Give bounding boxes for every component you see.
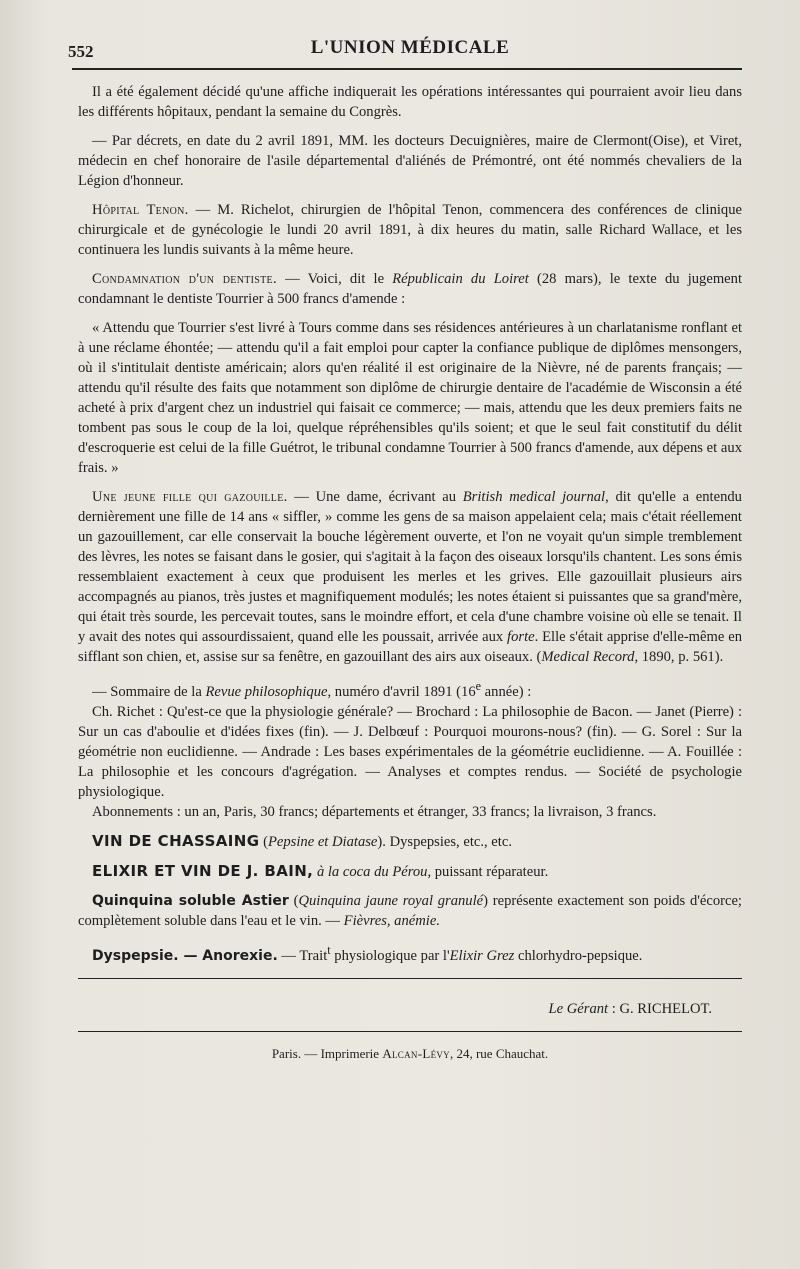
gerant-signature xyxy=(78,999,742,1019)
gerant-label: Le Gérant xyxy=(548,1000,609,1017)
section-heading-condamnation: Condamnation d'un dentiste. xyxy=(92,271,277,287)
advert-text: . Dyspepsies, etc., etc. xyxy=(382,833,512,850)
paragraph-abonnements: Abonnements : un an, Paris, 30 francs; départements et étranger, 33 francs; la livraison, 3 francs. xyxy=(92,803,657,820)
advert-italic: Quinquina jaune royal granulé xyxy=(298,892,484,909)
paragraph-text: , 1890, p. 561). xyxy=(634,649,724,665)
footer-rule-bottom xyxy=(78,1031,742,1032)
paragraph-text: — Voici, dit le xyxy=(276,271,393,287)
paragraph-hopital-tenon xyxy=(78,200,742,260)
printer-imprint xyxy=(78,1044,742,1064)
paragraph-decrets: — Par décrets, en date du 2 avril 1891, MM. les docteurs Decuignières, maire de Clermont(Oise), et Viret, médecin en chef honoraire de l'asile départemental d'aliénés de Prémontré, ont été nommés chevaliers de la Légion d'honneur. xyxy=(78,133,742,189)
paragraph-text: . Elle s'était apprise d'elle-même en sifflant son chien, et, assise sur sa fenêtre, en gazouillant des airs aux oiseaux. ( xyxy=(78,629,742,665)
paragraph-text: , numéro d'avril 1891 (16 xyxy=(327,683,476,700)
italic-word: forte xyxy=(507,629,535,645)
paragraph-text: — Sommaire de la xyxy=(92,683,206,700)
journal-name: Revue philosophique xyxy=(205,683,328,700)
superscript: t xyxy=(327,942,331,957)
header-rule xyxy=(72,68,742,70)
footer-rule-top xyxy=(78,978,742,979)
advert-name: Quinquina soluble Astier xyxy=(92,892,289,909)
page-number: 552 xyxy=(68,42,94,61)
section-heading-hopital-tenon: Hôpital Tenon. xyxy=(92,202,189,218)
printer-name: Alcan-Lévy xyxy=(382,1045,450,1061)
paragraph-jugement: « Attendu que Tourrier s'est livré à Tours comme dans ses résidences antérieures à un charlatanisme ronflant et à une réclame éhontée; — attendu qu'il a fait emploi pour capter la confiance publique de diplômes mensongers, où il s'intitulait dentiste américain; alors qu'en réalité il est originaire de la Nièvre, né de parents français; — attendu qu'il résulte des faits que notamment son diplôme de chirurgie dentaire de l'académie de Wisconsin a été acheté à prix d'argent chez un industriel qui faisait ce commerce; — mais, attendu que les deux premiers faits ne tombent pas sous le coup de la loi, quelque répréhensibles qu'ils soient; et que le seul fait constitutif du délit d'escroquerie est celui de la fille Guétrot, le tribunal condamne Tourrier à 500 francs d'amende, aux dépens et aux frais. » xyxy=(78,320,742,476)
gerant-name: : G. RICHELOT. xyxy=(608,1000,712,1017)
advert-elixir-bain xyxy=(78,861,742,882)
paragraph-text: — M. Richelot, chirurgien de l'hôpital Tenon, commencera des conférences de clinique chirurgicale et de gynécologie le lundi 20 avril 1891, à dix heures du matin, salle Richard Wallace, et les continuera les lundis suivants à la même heure. xyxy=(78,202,742,258)
paragraph-text: , dit qu'elle a entendu dernièrement une fille de 14 ans « siffler, » comme les gens de sa maison appelaient cela; mais c'était réellement un gazouillement, car elle conservait la bouche légèrement ouverte, et l'on ne voyait qu'un simple tremblement des lèvres, les notes se faisant dans le gosier, qui s'agitait à la façon des oiseaux lorsqu'ils chantent. Les sons émis ressemblaient exactement à ceux que produisent les merles et les grives. Elle gazouillait plusieurs airs accompagnés au pianos, très justes et magnifiquement modulés; les notes étaient si puissantes que sa grand'mère, qui était très sourde, les percevait toutes, sans le moindre effort, et cela d'une chambre voisine où elle se tenait. Il y avait des notes qui assourdissaient, quand elle les poussait, arrivée aux xyxy=(78,489,742,645)
paragraph-sommaire xyxy=(78,676,742,702)
journal-name: British medical journal xyxy=(462,489,606,505)
paragraph-congres: Il a été également décidé qu'une affiche indiquerait les opérations intéressantes qui pourraient avoir lieu dans les différents hôpitaux, pendant la semaine du Congrès. xyxy=(78,84,742,120)
advert-italic: Fièvres, anémie. xyxy=(343,912,440,929)
advert-name: VIN DE CHASSAING xyxy=(92,831,260,850)
advert-dyspepsie xyxy=(78,940,742,966)
advert-quinquina-astier: Quinquina soluble Astier (Quinquina jaune royal granulé) représente exactement son poids d'écorce; complètement soluble dans l'eau et le vin. — Fièvres, anémie. xyxy=(78,892,742,929)
paragraph-text: — Une dame, écrivant au xyxy=(287,489,463,505)
advert-name: ELIXIR ET VIN DE J. BAIN, xyxy=(92,861,314,880)
advert-text: physiologique par l' xyxy=(330,947,450,964)
journal-name: Républicain du Loiret xyxy=(392,271,529,287)
paragraph-jeune-fille xyxy=(78,487,742,667)
superscript: e xyxy=(475,679,482,693)
advert-vin-chassaing: VIN DE CHASSAING (Pepsine et Diatase). Dyspepsies, etc., etc. xyxy=(92,831,512,850)
paragraph-condamnation xyxy=(78,269,742,309)
advert-name: Dyspepsie. — Anorexie. xyxy=(92,947,278,964)
advert-italic: Elixir Grez xyxy=(449,947,515,964)
source-name: Medical Record xyxy=(541,649,635,665)
advert-text: — Trait xyxy=(277,947,328,964)
paragraph-text: année) : xyxy=(481,683,532,700)
imprint-text: Paris. — Imprimerie xyxy=(271,1045,383,1061)
advert-italic: à la coca du Pérou xyxy=(316,863,428,880)
paragraph-sommaire-contents: Ch. Richet : Qu'est-ce que la physiologie générale? — Brochard : La philosophie de Bacon. — Janet (Pierre) : Sur un cas d'aboulie et d'idées fixes (fin). — J. Delbœuf : Pourquoi mourons-nous? (fin). — G. Sorel : Sur la géométrie non euclidienne. — Andrade : Les bases expérimentales de la géométrie euclidienne. — A. Fouillée : La philosophie et les concours d'agrégation. — Analyses et comptes rendus. — Société de psychologie physiologique. xyxy=(78,703,742,800)
section-heading-jeune-fille: Une jeune fille qui gazouille. xyxy=(92,489,288,505)
page-header xyxy=(68,37,742,64)
advert-text: , puissant réparateur. xyxy=(427,863,549,880)
imprint-text: , 24, rue Chauchat. xyxy=(449,1045,549,1061)
advert-text: représente exactement son poids d'écorce; complètement soluble dans l'eau et le vin. — xyxy=(78,892,742,929)
journal-title: L'UNION MÉDICALE xyxy=(310,37,510,58)
paragraph-text: (28 mars), le texte du jugement condamnant le dentiste Tourrier à 500 francs d'amende : xyxy=(78,271,743,307)
advert-italic: Pepsine et Diatase xyxy=(267,833,378,850)
advert-text: chlorhydro-pepsique. xyxy=(514,947,643,964)
